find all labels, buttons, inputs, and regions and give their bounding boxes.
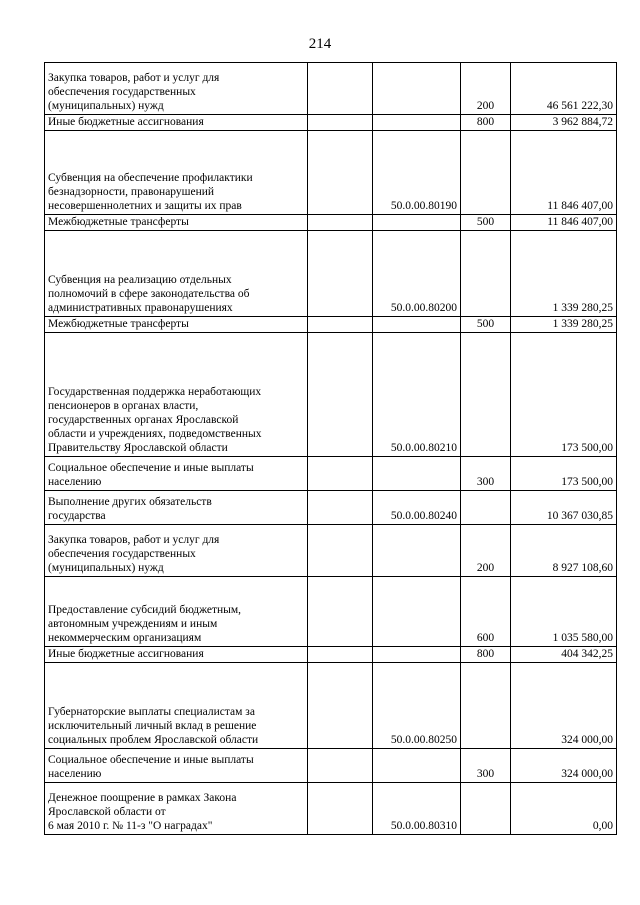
row-sum: 1 339 280,25	[511, 231, 617, 317]
row-empty-cell	[308, 115, 373, 131]
row-code: 50.0.00.80250	[373, 663, 461, 749]
row-expense-type	[461, 491, 511, 525]
row-code	[373, 525, 461, 577]
row-name: Закупка товаров, работ и услуг для обеспечения государственных (муниципальных) нужд	[45, 525, 308, 577]
table-row	[45, 115, 617, 131]
table-row	[45, 647, 617, 663]
row-sum: 11 846 407,00	[511, 215, 617, 231]
row-expense-type: 300	[461, 749, 511, 783]
row-empty-cell	[308, 577, 373, 647]
budget-table	[44, 62, 617, 835]
row-empty-cell	[308, 333, 373, 457]
row-empty-cell	[308, 525, 373, 577]
row-sum: 1 339 280,25	[511, 317, 617, 333]
row-name: Межбюджетные трансферты	[45, 317, 308, 333]
row-empty-cell	[308, 457, 373, 491]
row-expense-type: 800	[461, 647, 511, 663]
row-name: Предоставление субсидий бюджетным, автономным учреждениям и иным некоммерческим организациям	[45, 577, 308, 647]
row-expense-type: 800	[461, 115, 511, 131]
row-name: Субвенция на реализацию отдельных полномочий в сфере законодательства об административных правонарушениях	[45, 231, 308, 317]
table-row	[45, 63, 617, 115]
table-row	[45, 749, 617, 783]
row-sum: 0,00	[511, 783, 617, 835]
row-expense-type: 600	[461, 577, 511, 647]
table-row	[45, 525, 617, 577]
row-empty-cell	[308, 231, 373, 317]
row-name: Выполнение других обязательств государства	[45, 491, 308, 525]
row-name: Денежное поощрение в рамках Закона Ярославской области от 6 мая 2010 г. № 11-з "О наградах"	[45, 783, 308, 835]
row-name: Иные бюджетные ассигнования	[45, 115, 308, 131]
row-empty-cell	[308, 663, 373, 749]
table-row	[45, 317, 617, 333]
row-empty-cell	[308, 131, 373, 215]
row-code: 50.0.00.80240	[373, 491, 461, 525]
row-sum: 324 000,00	[511, 749, 617, 783]
table-row	[45, 783, 617, 835]
table-row	[45, 131, 617, 215]
table-row	[45, 231, 617, 317]
row-name: Межбюджетные трансферты	[45, 215, 308, 231]
row-expense-type: 200	[461, 525, 511, 577]
row-name: Социальное обеспечение и иные выплаты населению	[45, 749, 308, 783]
row-code: 50.0.00.80190	[373, 131, 461, 215]
row-sum: 173 500,00	[511, 457, 617, 491]
row-empty-cell	[308, 647, 373, 663]
row-sum: 404 342,25	[511, 647, 617, 663]
row-sum: 324 000,00	[511, 663, 617, 749]
row-name: Закупка товаров, работ и услуг для обеспечения государственных (муниципальных) нужд	[45, 63, 308, 115]
row-expense-type	[461, 131, 511, 215]
row-name: Губернаторские выплаты специалистам за исключительный личный вклад в решение социальных проблем Ярославской области	[45, 663, 308, 749]
row-expense-type	[461, 663, 511, 749]
row-code	[373, 457, 461, 491]
row-empty-cell	[308, 491, 373, 525]
row-sum: 173 500,00	[511, 333, 617, 457]
row-code: 50.0.00.80210	[373, 333, 461, 457]
row-name: Государственная поддержка неработающих пенсионеров в органах власти, государственных органах Ярославской области и учреждениях, подведомственных Правительству Ярославской области	[45, 333, 308, 457]
row-sum: 8 927 108,60	[511, 525, 617, 577]
table-row	[45, 215, 617, 231]
row-expense-type	[461, 333, 511, 457]
row-code	[373, 63, 461, 115]
row-code	[373, 577, 461, 647]
row-empty-cell	[308, 317, 373, 333]
row-empty-cell	[308, 783, 373, 835]
table-row	[45, 333, 617, 457]
row-code	[373, 115, 461, 131]
row-expense-type: 500	[461, 215, 511, 231]
row-expense-type	[461, 783, 511, 835]
row-sum: 11 846 407,00	[511, 131, 617, 215]
row-sum: 10 367 030,85	[511, 491, 617, 525]
row-sum: 46 561 222,30	[511, 63, 617, 115]
table-row	[45, 663, 617, 749]
table-row	[45, 577, 617, 647]
row-sum: 1 035 580,00	[511, 577, 617, 647]
row-code: 50.0.00.80310	[373, 783, 461, 835]
table-row	[45, 457, 617, 491]
row-empty-cell	[308, 215, 373, 231]
row-empty-cell	[308, 749, 373, 783]
row-expense-type: 500	[461, 317, 511, 333]
row-sum: 3 962 884,72	[511, 115, 617, 131]
table-row	[45, 491, 617, 525]
page-number: 214	[308, 36, 332, 52]
row-code	[373, 317, 461, 333]
row-code	[373, 749, 461, 783]
row-name: Иные бюджетные ассигнования	[45, 647, 308, 663]
row-expense-type	[461, 231, 511, 317]
row-code	[373, 215, 461, 231]
row-code: 50.0.00.80200	[373, 231, 461, 317]
row-code	[373, 647, 461, 663]
row-name: Субвенция на обеспечение профилактики безнадзорности, правонарушений несовершеннолетних и защиты их прав	[45, 131, 308, 215]
row-empty-cell	[308, 63, 373, 115]
row-expense-type: 300	[461, 457, 511, 491]
row-name: Социальное обеспечение и иные выплаты населению	[45, 457, 308, 491]
row-expense-type: 200	[461, 63, 511, 115]
